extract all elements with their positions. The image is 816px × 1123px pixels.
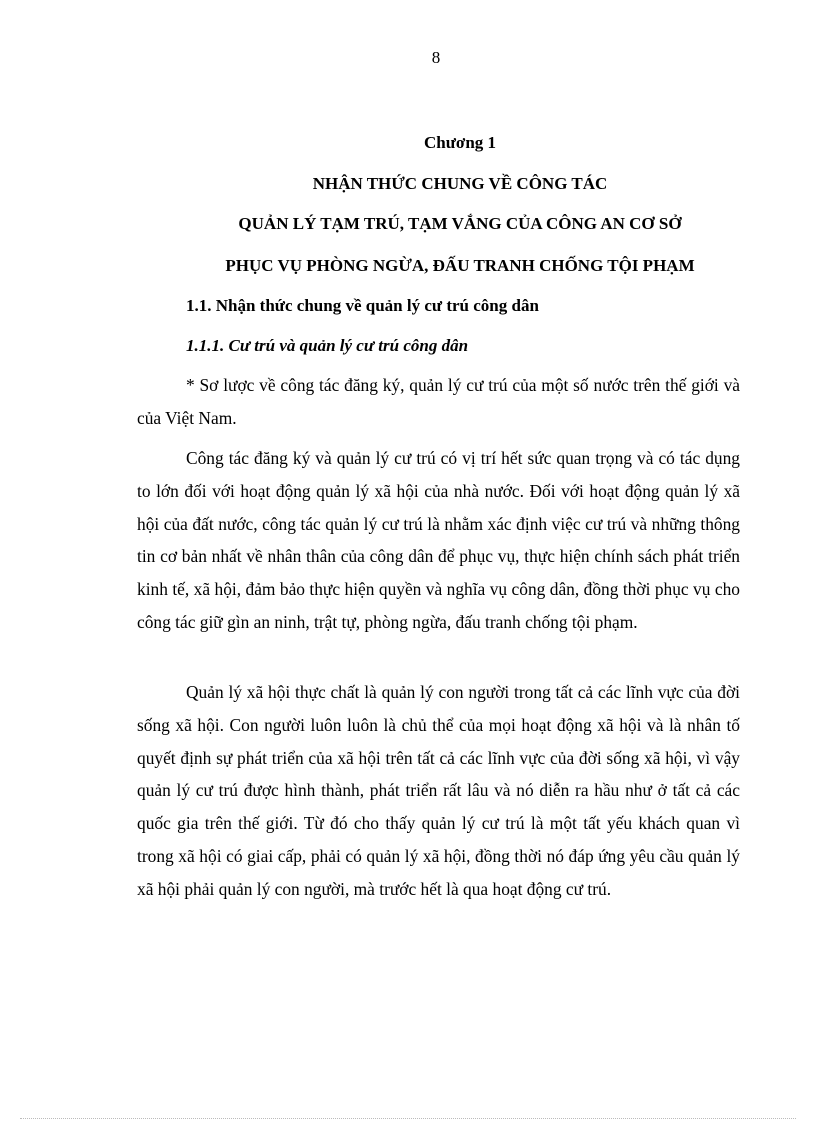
chapter-title-line-3: PHỤC VỤ PHÒNG NGỪA, ĐẤU TRANH CHỐNG TỘI PHẠM (225, 256, 695, 275)
chapter-label: Chương 1 (423, 133, 497, 152)
chapter-title-line-2: QUẢN LÝ TẠM TRÚ, TẠM VẮNG CỦA CÔNG AN CƠ SỞ (238, 214, 682, 233)
subsection-heading: 1.1.1. Cư trú và quản lý cư trú công dân (186, 336, 469, 355)
page-number: 8 (431, 48, 441, 67)
paragraph-overview: * Sơ lược về công tác đăng ký, quản lý cư trú của một số nước trên thế giới và của Việt Nam. (137, 375, 740, 428)
page-bottom-divider (20, 1118, 796, 1119)
paragraph-role: Công tác đăng ký và quản lý cư trú có vị trí hết sức quan trọng và có tác dụng to lớn đối với hoạt động quản lý xã hội của nhà nước. Đối với hoạt động quản lý xã hội của đất nước, công tác quản lý cư trú là nhằm xác định việc cư trú và những thông tin cơ bản nhất về nhân thân của công dân để phục vụ, thực hiện chính sách phát triển kinh tế, xã hội, đảm bảo thực hiện quyền và nghĩa vụ công dân, đồng thời phục vụ cho công tác giữ gìn an ninh, trật tự, phòng ngừa, đấu tranh chống tội phạm. (137, 448, 740, 632)
chapter-title-line-1: NHẬN THỨC CHUNG VỀ CÔNG TÁC (312, 174, 608, 193)
section-heading: 1.1. Nhận thức chung về quản lý cư trú công dân (186, 296, 539, 315)
paragraph-social-management: Quản lý xã hội thực chất là quản lý con người trong tất cả các lĩnh vực của đời sống xã hội. Con người luôn luôn là chủ thể của mọi hoạt động xã hội và là nhân tố quyết định sự phát triển của xã hội trên tất cả các lĩnh vực của đời sống xã hội, vì vậy quản lý cư trú được hình thành, phát triển rất lâu và nó diễn ra hầu như ở tất cả các quốc gia trên thế giới. Từ đó cho thấy quản lý cư trú là một tất yếu khách quan vì trong xã hội có giai cấp, phải có quản lý xã hội, đồng thời nó đáp ứng yêu cầu quản lý xã hội phải quản lý con người, mà trước hết là qua hoạt động cư trú. (137, 682, 740, 899)
